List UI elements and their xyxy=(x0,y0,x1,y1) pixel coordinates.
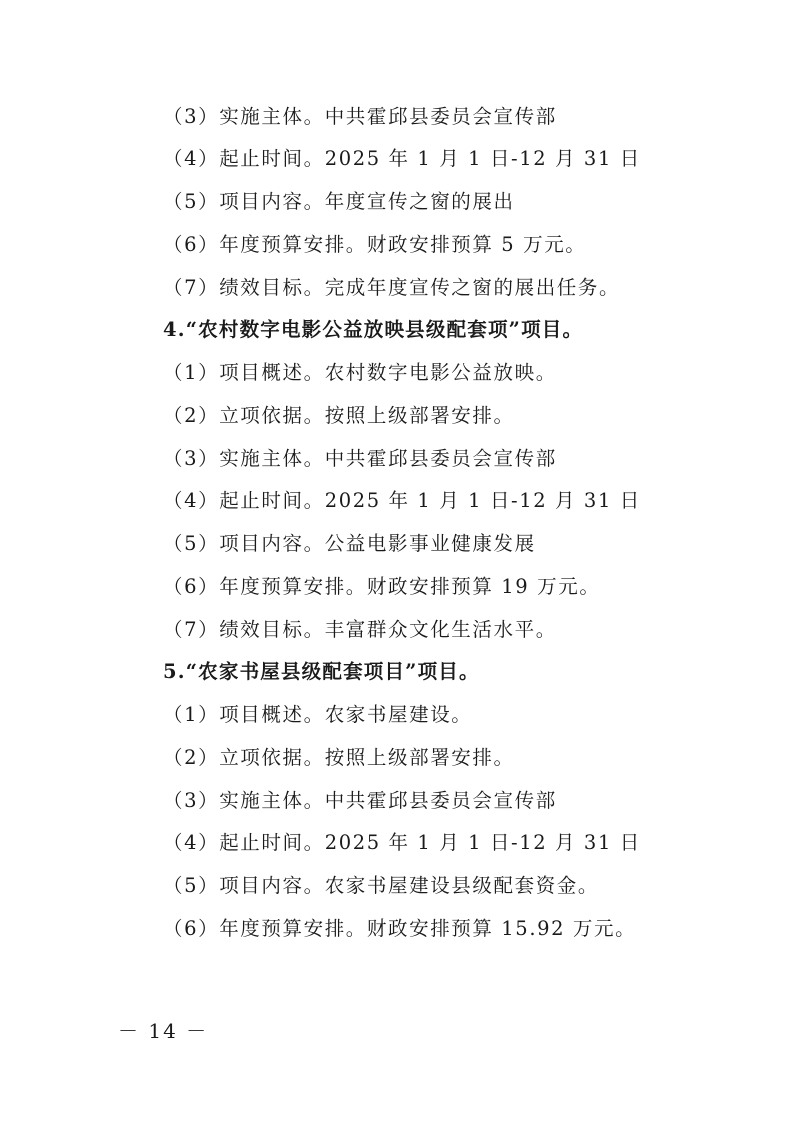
page-number: － 14 － xyxy=(118,1019,209,1043)
paragraph-line: （5）项目内容。公益电影事业健康发展 xyxy=(163,532,536,555)
paragraph-line: （1）项目概述。农村数字电影公益放映。 xyxy=(163,361,557,384)
paragraph-line: （3）实施主体。中共霍邱县委员会宣传部 xyxy=(163,447,557,470)
paragraph-line: （3）实施主体。中共霍邱县委员会宣传部 xyxy=(163,789,557,812)
paragraph-line: （4）起止时间。2025 年 1 月 1 日-12 月 31 日 xyxy=(163,147,641,170)
paragraph-line: （7）绩效目标。完成年度宣传之窗的展出任务。 xyxy=(163,276,621,299)
paragraph-line: （5）项目内容。年度宣传之窗的展出 xyxy=(163,190,515,213)
paragraph-line: （1）项目概述。农家书屋建设。 xyxy=(163,703,473,726)
paragraph-line: （6）年度预算安排。财政安排预算 15.92 万元。 xyxy=(163,917,637,940)
paragraph-line: （4）起止时间。2025 年 1 月 1 日-12 月 31 日 xyxy=(163,489,641,512)
section-heading: 5.“农家书屋县级配套项目”项目。 xyxy=(163,660,480,683)
paragraph-line: （7）绩效目标。丰富群众文化生活水平。 xyxy=(163,618,557,641)
paragraph-line: （3）实施主体。中共霍邱县委员会宣传部 xyxy=(163,105,557,128)
paragraph-line: （4）起止时间。2025 年 1 月 1 日-12 月 31 日 xyxy=(163,831,641,854)
paragraph-line: （6）年度预算安排。财政安排预算 5 万元。 xyxy=(163,233,587,256)
section-heading: 4.“农村数字电影公益放映县级配套项”项目。 xyxy=(163,318,584,341)
paragraph-line: （2）立项依据。按照上级部署安排。 xyxy=(163,404,515,427)
paragraph-line: （6）年度预算安排。财政安排预算 19 万元。 xyxy=(163,575,601,598)
paragraph-line: （5）项目内容。农家书屋建设县级配套资金。 xyxy=(163,874,600,897)
paragraph-line: （2）立项依据。按照上级部署安排。 xyxy=(163,746,515,769)
